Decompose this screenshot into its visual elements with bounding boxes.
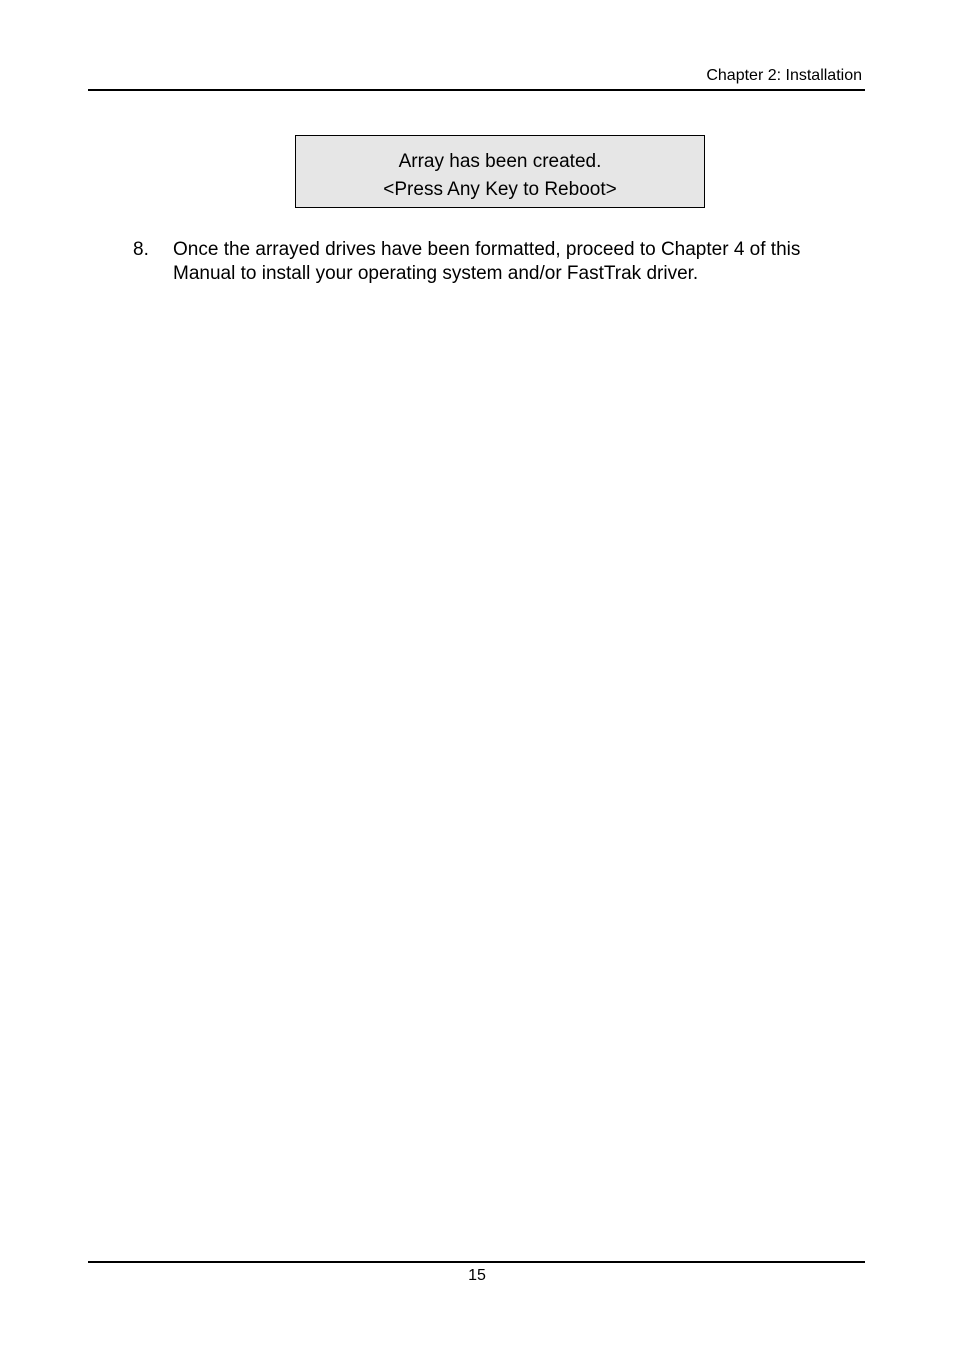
screen-message-box	[295, 135, 705, 208]
message-line-1: Array has been created.	[398, 151, 602, 172]
page-number: 15	[468, 1267, 486, 1284]
step-text: Once the arrayed drives have been formatted, proceed to Chapter 4 of this Manual to install your operating system and/or FastTrak driver.	[173, 239, 801, 284]
header-rule	[88, 89, 865, 91]
running-header: Chapter 2: Installation	[706, 67, 862, 84]
step-number: 8.	[133, 239, 149, 260]
footer-rule	[88, 1261, 865, 1263]
message-line-2: <Press Any Key to Reboot>	[383, 179, 617, 200]
